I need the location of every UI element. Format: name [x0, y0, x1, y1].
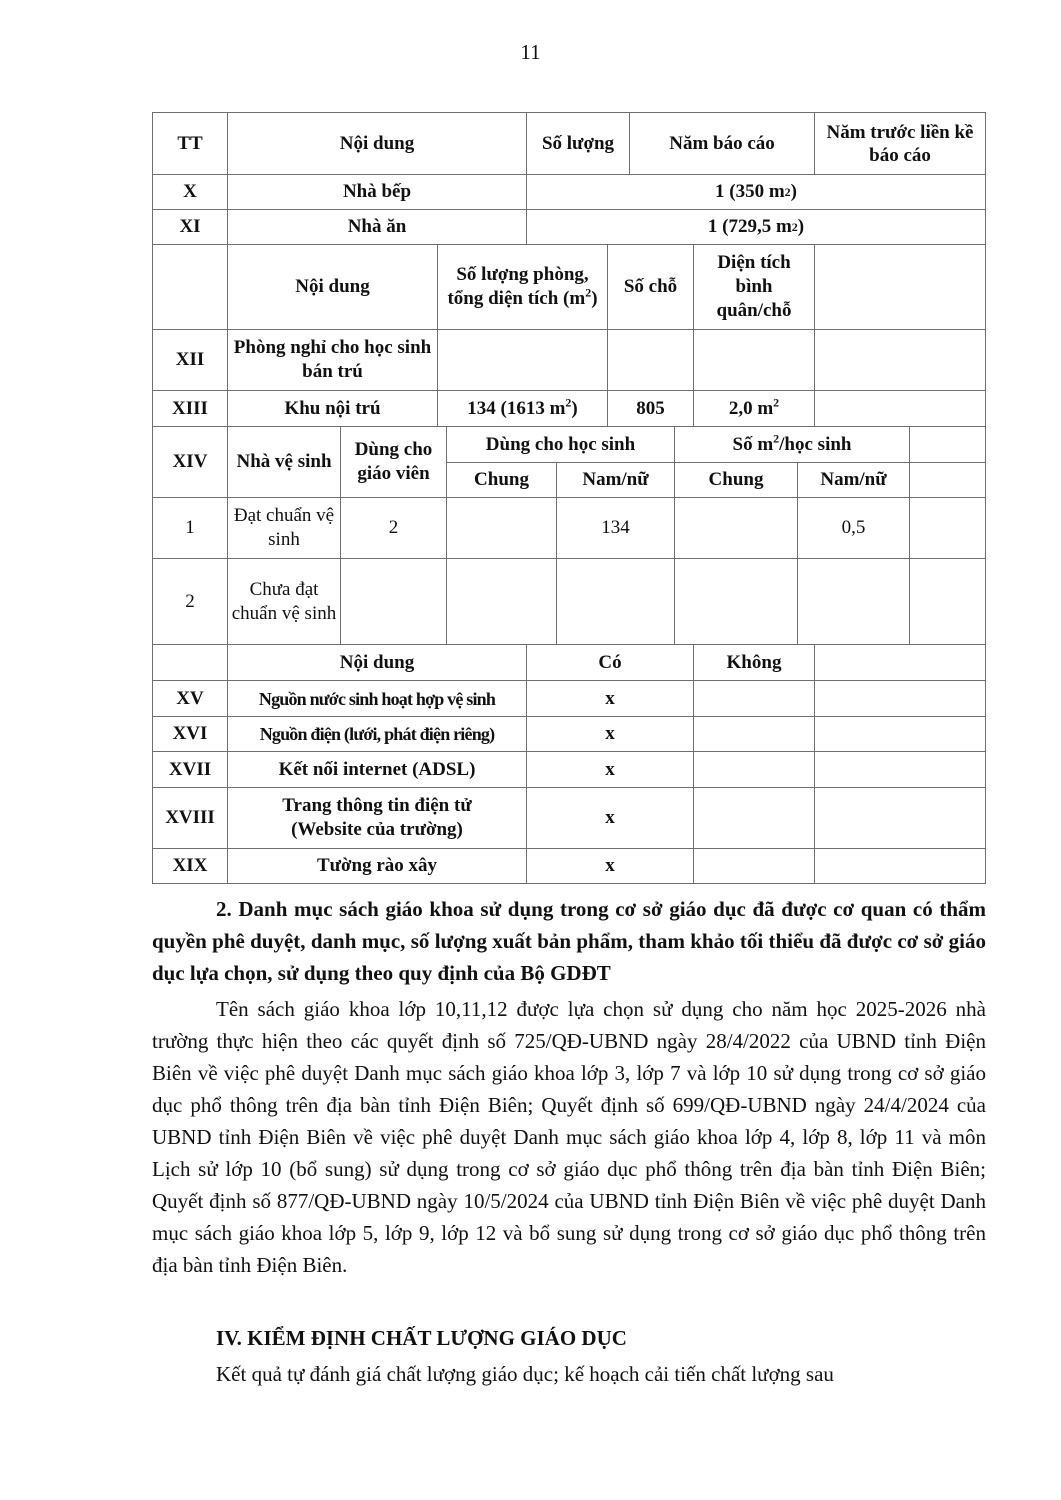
- section-b-header-noi-dung: Nội dung: [227, 244, 438, 330]
- header-nam-truoc: Năm trước liền kề báo cáo: [814, 112, 986, 175]
- section-d-blank: [814, 644, 986, 681]
- section-2: [152, 893, 986, 1281]
- row-co: x: [526, 751, 694, 788]
- section-c-so-m2: [674, 426, 910, 463]
- row-label: Tường rào xây: [227, 848, 527, 884]
- so-m2-text: Số m: [732, 433, 774, 455]
- rooms-tail: ): [571, 397, 578, 419]
- section-d-tt-blank: [152, 644, 228, 681]
- row-co: x: [526, 848, 694, 884]
- section-d-header-noi-dung: Nội dung: [227, 644, 527, 681]
- section-c-blank: [909, 426, 986, 463]
- section-4-body: Kết quả tự đánh giá chất lượng giáo dục; kế hoạch cải tiến chất lượng sau: [216, 1362, 834, 1386]
- row-tt: 2: [152, 558, 228, 645]
- row-khong: [693, 680, 815, 717]
- area-text: 2,0 m: [728, 397, 774, 419]
- row-label: Nguồn nước sinh hoạt hợp vệ sinh: [227, 680, 527, 717]
- row-label: Kết nối internet (ADSL): [227, 751, 527, 788]
- section-b-header-dien-tich: Diện tích bình quân/chỗ: [693, 244, 815, 330]
- row-rooms: [437, 390, 608, 427]
- so-m2-sup: 2: [773, 431, 780, 446]
- row-blank: [814, 787, 986, 849]
- section-c-dung-cho-gv: Dùng cho giáo viên: [340, 426, 447, 498]
- row-m2-chung: [674, 558, 798, 645]
- row-label: Nhà bếp: [227, 174, 527, 210]
- row-label: Khu nội trú: [227, 390, 438, 427]
- row-khong: [693, 787, 815, 849]
- section-b-blank: [814, 244, 986, 330]
- row-blank: [814, 848, 986, 884]
- value-text: 1 (729,5 m: [707, 216, 792, 237]
- row-label: Nguồn điện (lưới, phát điện riêng): [227, 716, 527, 752]
- row-blank: [909, 558, 986, 645]
- row-m2-nam-nu: 0,5: [797, 497, 910, 559]
- so-m2-tail: /học sinh: [779, 433, 852, 455]
- section-c-blank: [909, 462, 986, 498]
- row-tt: XII: [152, 329, 228, 391]
- section-b-header-so-cho: Số chỗ: [607, 244, 694, 330]
- area-sup: 2: [773, 395, 780, 410]
- value-tail: ): [797, 216, 805, 237]
- row-tt: XIII: [152, 390, 228, 427]
- row-co: x: [526, 716, 694, 752]
- section-b-header-rooms: [437, 244, 608, 330]
- row-blank: [814, 751, 986, 788]
- row-area: [693, 390, 815, 427]
- section-d-header-co: Có: [526, 644, 694, 681]
- rooms-header-sup: 2: [585, 285, 592, 300]
- row-tt: 1: [152, 497, 228, 559]
- header-tt: TT: [152, 112, 228, 175]
- row-seats: [607, 329, 694, 391]
- row-rooms: [437, 329, 608, 391]
- section-4: [152, 1322, 986, 1390]
- row-tt: XVI: [152, 716, 228, 752]
- page-number: 11: [520, 40, 541, 64]
- row-label: Chưa đạt chuẩn vệ sinh: [227, 558, 341, 645]
- row-tt: XV: [152, 680, 228, 717]
- header-nam-bao-cao: Năm báo cáo: [629, 112, 815, 175]
- value-tail: ): [790, 181, 797, 202]
- section-c-dung-cho-hs: Dùng cho học sinh: [446, 426, 675, 463]
- rooms-header-text: Số lượng phòng, tổng diện tích (m: [447, 264, 589, 309]
- section-4-heading: IV. KIỂM ĐỊNH CHẤT LƯỢNG GIÁO DỤC: [216, 1326, 627, 1350]
- section-2-heading: 2. Danh mục sách giáo khoa sử dụng trong cơ sở giáo dục đã được cơ quan có thẩm quyền phê duyệt, danh mục, số lượng xuất bản phẩm, tham khảo tối thiểu đã được cơ sở giáo dục lựa chọn, sử dụng theo quy định của Bộ GDĐT: [152, 897, 986, 985]
- header-hs-nam-nu: Nam/nữ: [556, 462, 675, 498]
- rooms-sup: 2: [565, 395, 572, 410]
- header-noi-dung: Nội dung: [227, 112, 527, 175]
- rooms-text: 134 (1613 m: [467, 397, 566, 419]
- row-blank: [909, 497, 986, 559]
- row-blank: [814, 329, 986, 391]
- row-tt: XVIII: [152, 787, 228, 849]
- row-label: Trang thông tin điện tử (Website của trường): [227, 787, 527, 849]
- row-hs-chung: [446, 558, 557, 645]
- row-gv: 2: [340, 497, 447, 559]
- row-label: Đạt chuẩn vệ sinh: [227, 497, 341, 559]
- row-m2-chung: [674, 497, 798, 559]
- row-gv: [340, 558, 447, 645]
- row-co: x: [526, 680, 694, 717]
- row-tt: XVII: [152, 751, 228, 788]
- row-khong: [693, 848, 815, 884]
- header-so-luong: Số lượng: [526, 112, 630, 175]
- header-m2-chung: Chung: [674, 462, 798, 498]
- row-m2-nam-nu: [797, 558, 910, 645]
- section-b-tt-blank: [152, 244, 228, 330]
- row-khong: [693, 751, 815, 788]
- row-hs-nam-nu: 134: [556, 497, 675, 559]
- section-2-body: Tên sách giáo khoa lớp 10,11,12 được lựa chọn sử dụng cho năm học 2025-2026 nhà trường thực hiện theo các quyết định số 725/QĐ-UBND ngày 28/4/2022 của UBND tỉnh Điện Biên về việc phê duyệt Danh mục sách giáo khoa lớp 3, lớp 7 và lớp 10 sử dụng trong cơ sở giáo dục phổ thông trên địa bàn tỉnh Điện Biên; Quyết định số 699/QĐ-UBND ngày 24/4/2024 của UBND tỉnh Điện Biên về việc phê duyệt Danh mục sách giáo khoa lớp 4, lớp 8, lớp 11 và môn Lịch sử lớp 10 (bổ sung) sử dụng trong cơ sở giáo dục phổ thông trên địa bàn tỉnh Điện Biên; Quyết định số 877/QĐ-UBND ngày 10/5/2024 của UBND tỉnh Điện Biên về việc phê duyệt Danh mục sách giáo khoa lớp 5, lớp 9, lớp 12 và bổ sung sử dụng trong cơ sở giáo dục phổ thông trên địa bàn tỉnh Điện Biên.: [152, 997, 986, 1277]
- row-co: x: [526, 787, 694, 849]
- row-value: 1 (350 m 2 ): [526, 174, 986, 210]
- row-tt: XI: [152, 209, 228, 245]
- row-label: Phòng nghỉ cho học sinh bán trú: [227, 329, 438, 391]
- row-hs-chung: [446, 497, 557, 559]
- row-seats: 805: [607, 390, 694, 427]
- section-c-nha-ve-sinh: Nhà vệ sinh: [227, 426, 341, 498]
- row-blank: [814, 390, 986, 427]
- row-khong: [693, 716, 815, 752]
- header-m2-nam-nu: Nam/nữ: [797, 462, 910, 498]
- header-hs-chung: Chung: [446, 462, 557, 498]
- row-hs-nam-nu: [556, 558, 675, 645]
- rooms-header-tail: ): [591, 288, 598, 309]
- row-tt: X: [152, 174, 228, 210]
- section-c-tt: XIV: [152, 426, 228, 498]
- row-blank: [814, 716, 986, 752]
- row-tt: XIX: [152, 848, 228, 884]
- row-value: 1 (729,5 m 2 ): [526, 209, 986, 245]
- value-text: 1 (350 m: [715, 181, 785, 202]
- row-label: Nhà ăn: [227, 209, 527, 245]
- row-blank: [814, 680, 986, 717]
- section-d-header-khong: Không: [693, 644, 815, 681]
- row-area: [693, 329, 815, 391]
